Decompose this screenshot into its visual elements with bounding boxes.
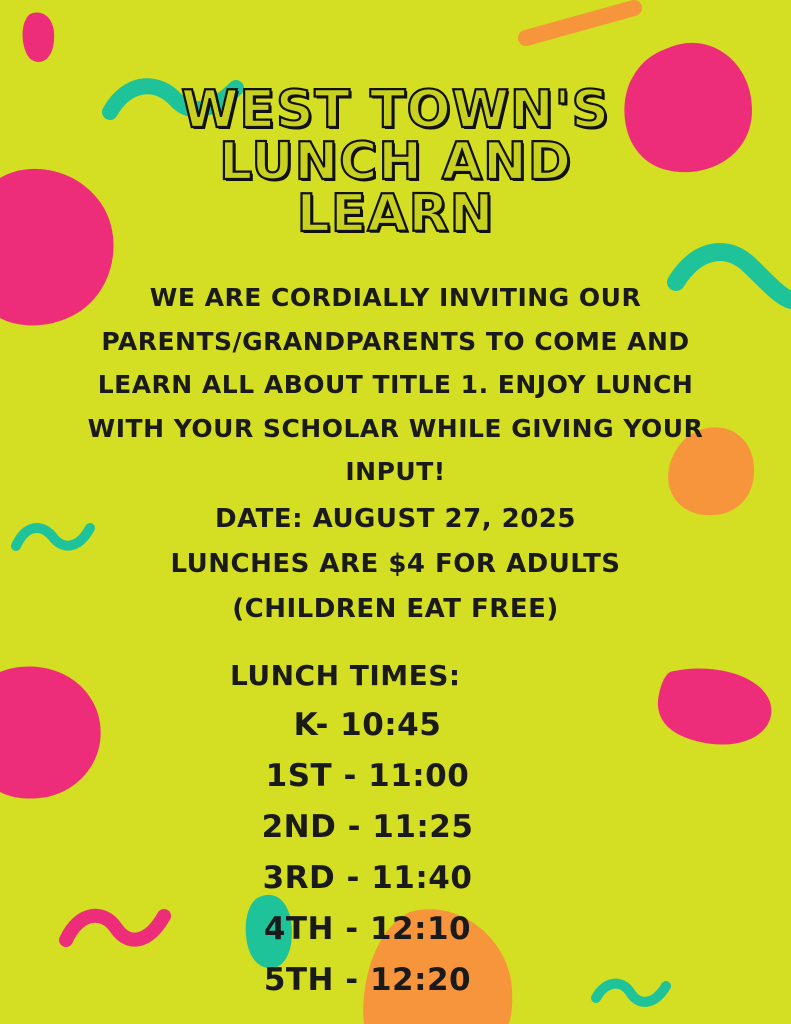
event-details bbox=[0, 497, 791, 632]
title-line-3: LEARN bbox=[296, 184, 495, 244]
lunch-times-heading: LUNCH TIMES: bbox=[230, 659, 461, 692]
lunch-time-4th: 4TH - 12:10 bbox=[263, 911, 472, 947]
title-line-1: WEST TOWN'S bbox=[181, 80, 610, 140]
lunch-price: LUNCHES ARE $4 FOR ADULTS bbox=[170, 549, 621, 579]
event-date: DATE: AUGUST 27, 2025 bbox=[214, 504, 576, 534]
lunch-time-1st: 1ST - 11:00 bbox=[265, 758, 470, 794]
lunch-time-3rd: 3RD - 11:40 bbox=[262, 860, 473, 896]
invitation-text: WE ARE CORDIALLY INVITING OUR PARENTS/GRANDPARENTS TO COME AND LEARN ALL ABOUT TITLE 1. ENJOY LUNCH WITH YOUR SCHOLAR WHILE GIVING YOUR INPUT! bbox=[87, 283, 704, 486]
lunch-time-5th: 5TH - 12:20 bbox=[263, 962, 472, 998]
children-note: (CHILDREN EAT FREE) bbox=[232, 594, 559, 624]
title-line-2: LUNCH AND bbox=[219, 132, 572, 192]
lunch-time-k: K- 10:45 bbox=[293, 707, 442, 743]
lunch-time-2nd: 2ND - 11:25 bbox=[261, 809, 474, 845]
lunch-times-list bbox=[200, 700, 535, 1006]
flyer-title bbox=[0, 80, 791, 244]
